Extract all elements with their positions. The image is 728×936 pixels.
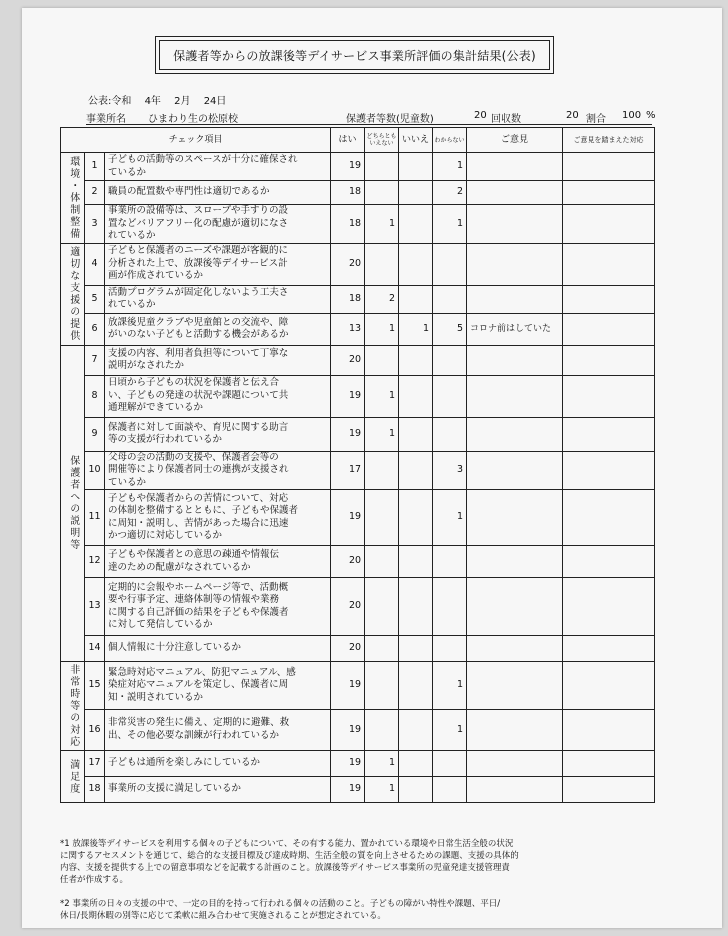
no-count (399, 285, 433, 313)
unknown-count (433, 417, 467, 451)
check-item-text: 定期的に会報やホームページ等で、活動概 要や行事予定、連絡体制等の情報や業務 に関する自己評価の結果を子どもや保護者 に対して発信しているか (105, 578, 331, 636)
table-row (61, 285, 655, 313)
opinion-text (467, 153, 563, 181)
opinion-text: コロナ前はしていた (467, 313, 563, 345)
row-number: 9 (85, 417, 105, 451)
row-number: 13 (85, 578, 105, 636)
neither-count (365, 181, 399, 205)
table-row (61, 490, 655, 546)
yes-count: 17 (331, 451, 365, 490)
row-number: 18 (85, 777, 105, 803)
check-item-text: 子どもは通所を楽しみにしているか (105, 751, 331, 777)
yes-count: 19 (331, 751, 365, 777)
header-response: ご意見を踏まえた対応 (563, 128, 655, 153)
table-row (61, 662, 655, 710)
table-row (61, 205, 655, 244)
check-item-text: 子どもや保護者からの苦情について、対応 の体制を整備するとともに、子どもや保護者 に周知・説明し、苦情があった場合に迅速 かつ適切に対応しているか (105, 490, 331, 546)
header-check-item: チェック項目 (61, 128, 331, 153)
opinion-text (467, 205, 563, 244)
neither-count (365, 709, 399, 750)
unknown-count (433, 285, 467, 313)
yes-count: 13 (331, 313, 365, 345)
response-cell (563, 205, 655, 244)
table-row (61, 375, 655, 417)
row-number: 2 (85, 181, 105, 205)
yes-count: 20 (331, 578, 365, 636)
title-box (155, 36, 554, 74)
row-number: 16 (85, 709, 105, 750)
check-item-text: 支援の内容、利用者負担等について丁寧な 説明がなされたか (105, 345, 331, 375)
neither-count (365, 243, 399, 285)
row-number: 10 (85, 451, 105, 490)
unknown-count (433, 636, 467, 662)
opinion-text (467, 709, 563, 750)
row-number: 4 (85, 243, 105, 285)
unknown-count (433, 243, 467, 285)
no-count (399, 205, 433, 244)
no-count (399, 578, 433, 636)
table-row (61, 451, 655, 490)
response-cell (563, 490, 655, 546)
publish-year: 4年 (144, 96, 161, 107)
opinion-text (467, 345, 563, 375)
response-cell (563, 662, 655, 710)
ratio-value: 100 (622, 110, 642, 121)
unknown-count (433, 345, 467, 375)
yes-count: 19 (331, 777, 365, 803)
table-row (61, 709, 655, 750)
yes-count: 19 (331, 153, 365, 181)
table-row (61, 546, 655, 578)
yes-count: 20 (331, 546, 365, 578)
neither-count: 1 (365, 417, 399, 451)
row-number: 7 (85, 345, 105, 375)
table-row (61, 345, 655, 375)
response-cell (563, 709, 655, 750)
response-cell (563, 153, 655, 181)
office-name: ひまわり生の松原校 (148, 114, 238, 125)
category-cell: 満足度 (61, 751, 85, 803)
no-count (399, 451, 433, 490)
yes-count: 19 (331, 709, 365, 750)
row-number: 14 (85, 636, 105, 662)
neither-count: 1 (365, 751, 399, 777)
unknown-count: 1 (433, 709, 467, 750)
neither-count (365, 546, 399, 578)
table-row (61, 243, 655, 285)
table-row (61, 181, 655, 205)
opinion-text (467, 451, 563, 490)
neither-count (365, 662, 399, 710)
header-no: いいえ (399, 128, 433, 153)
response-cell (563, 578, 655, 636)
row-number: 5 (85, 285, 105, 313)
table-row (61, 578, 655, 636)
no-count: 1 (399, 313, 433, 345)
response-cell (563, 313, 655, 345)
check-item-text: 子どもや保護者との意思の疎通や情報伝 達のための配慮がなされているか (105, 546, 331, 578)
yes-count: 18 (331, 205, 365, 244)
publish-month: 2月 (174, 96, 191, 107)
response-cell (563, 181, 655, 205)
no-count (399, 546, 433, 578)
unknown-count: 5 (433, 313, 467, 345)
row-number: 1 (85, 153, 105, 181)
yes-count: 18 (331, 285, 365, 313)
yes-count: 19 (331, 490, 365, 546)
opinion-text (467, 636, 563, 662)
opinion-text (467, 578, 563, 636)
no-count (399, 709, 433, 750)
category-cell: 保護者への説明等 (61, 345, 85, 662)
response-cell (563, 375, 655, 417)
check-item-text: 事業所の設備等は、スロープや手すりの設 置などバリアフリー化の配慮が適切になさ れているか (105, 205, 331, 244)
response-cell (563, 345, 655, 375)
publish-date (88, 92, 236, 107)
unknown-count: 1 (433, 662, 467, 710)
check-item-text: 活動プログラムが固定化しないよう工夫さ れているか (105, 285, 331, 313)
no-count (399, 636, 433, 662)
response-cell (563, 451, 655, 490)
yes-count: 20 (331, 243, 365, 285)
evaluation-table (60, 127, 655, 803)
check-item-text: 放課後児童クラブや児童館との交流や、障 がいのない子どもと活動する機会があるか (105, 313, 331, 345)
response-cell (563, 777, 655, 803)
yes-count: 19 (331, 662, 365, 710)
table-row (61, 313, 655, 345)
category-cell: 非常時等の対応 (61, 662, 85, 751)
yes-count: 19 (331, 417, 365, 451)
no-count (399, 490, 433, 546)
unknown-count: 1 (433, 153, 467, 181)
opinion-text (467, 751, 563, 777)
opinion-text (467, 546, 563, 578)
no-count (399, 751, 433, 777)
unknown-count: 1 (433, 490, 467, 546)
category-cell: 適切な支援の提供 (61, 243, 85, 345)
check-item-text: 個人情報に十分注意しているか (105, 636, 331, 662)
neither-count (365, 490, 399, 546)
table-row (61, 636, 655, 662)
neither-count (365, 345, 399, 375)
neither-count (365, 451, 399, 490)
returned-value: 20 (566, 110, 579, 121)
ratio-label: 割合 (586, 114, 606, 125)
footnotes (60, 826, 660, 934)
response-cell (563, 243, 655, 285)
header-neither: どちらともいえない (365, 128, 399, 153)
check-item-text: 子どもの活動等のスペースが十分に確保され ているか (105, 153, 331, 181)
row-number: 11 (85, 490, 105, 546)
yes-count: 19 (331, 375, 365, 417)
unknown-count (433, 751, 467, 777)
no-count (399, 153, 433, 181)
neither-count: 1 (365, 375, 399, 417)
neither-count (365, 578, 399, 636)
row-number: 6 (85, 313, 105, 345)
response-cell (563, 636, 655, 662)
neither-count: 2 (365, 285, 399, 313)
survey-info (86, 110, 656, 125)
table-row (61, 153, 655, 181)
opinion-text (467, 243, 563, 285)
opinion-text (467, 417, 563, 451)
unknown-count: 2 (433, 181, 467, 205)
no-count (399, 662, 433, 710)
table-row (61, 777, 655, 803)
neither-count: 1 (365, 777, 399, 803)
returned-label: 回収数 (491, 114, 521, 125)
footnote-2: *2 事業所の日々の支援の中で、一定の目的を持って行われる個々の活動のこと。子どもの障がい特性や課題、平日/ 休日/長期休暇の別等に応じて柔軟に組み合わせて実施されることが想定されている。 (60, 899, 501, 921)
publish-label: 公表:令和 (88, 96, 132, 107)
office-label: 事業所名 (86, 114, 126, 125)
yes-count: 18 (331, 181, 365, 205)
opinion-text (467, 181, 563, 205)
neither-count: 1 (365, 313, 399, 345)
neither-count (365, 636, 399, 662)
opinion-text (467, 285, 563, 313)
check-item-text: 日頃から子どもの状況を保護者と伝え合 い、子どもの発達の状況や課題について共 通理解ができているか (105, 375, 331, 417)
check-item-text: 職員の配置数や専門性は適切であるか (105, 181, 331, 205)
response-cell (563, 417, 655, 451)
check-item-text: 事業所の支援に満足しているか (105, 777, 331, 803)
table-row (61, 417, 655, 451)
respondents-value: 20 (474, 110, 487, 121)
footnote-1: *1 放課後等デイサービスを利用する個々の子どもについて、その有する能力、置かれている環境や日常生活全般の状況 に関するアセスメントを通じて、総合的な支援目標及び達成時期、生活全般の質を向上させるための課題、支援の具体的 内容、支援を提供する上での留意事項などを記載する計画のこと。放課後等デイサービス事業所の児童発達支援管理責 任者が作成する。 (60, 839, 519, 885)
response-cell (563, 546, 655, 578)
unknown-count (433, 375, 467, 417)
response-cell (563, 751, 655, 777)
ratio-unit: % (646, 110, 656, 121)
unknown-count (433, 578, 467, 636)
no-count (399, 375, 433, 417)
check-item-text: 子どもと保護者のニーズや課題が客観的に 分析された上で、放課後等デイサービス計 画が作成されているか (105, 243, 331, 285)
no-count (399, 181, 433, 205)
row-number: 12 (85, 546, 105, 578)
unknown-count (433, 777, 467, 803)
check-item-text: 保護者に対して面談や、育児に関する助言 等の支援が行われているか (105, 417, 331, 451)
publish-day: 24日 (203, 96, 227, 107)
opinion-text (467, 490, 563, 546)
yes-count: 20 (331, 636, 365, 662)
header-yes: はい (331, 128, 365, 153)
neither-count: 1 (365, 205, 399, 244)
check-item-text: 父母の会の活動の支援や、保護者会等の 開催等により保護者同士の連携が支援され ているか (105, 451, 331, 490)
check-item-text: 緊急時対応マニュアル、防犯マニュアル、感 染症対応マニュアルを策定し、保護者に周 知・説明されているか (105, 662, 331, 710)
header-unknown: わからない (433, 128, 467, 153)
no-count (399, 417, 433, 451)
header-opinion: ご意見 (467, 128, 563, 153)
unknown-count (433, 546, 467, 578)
row-number: 3 (85, 205, 105, 244)
no-count (399, 243, 433, 285)
check-item-text: 非常災害の発生に備え、定期的に避難、救 出、その他必要な訓練が行われているか (105, 709, 331, 750)
neither-count (365, 153, 399, 181)
unknown-count: 1 (433, 205, 467, 244)
row-number: 8 (85, 375, 105, 417)
opinion-text (467, 375, 563, 417)
opinion-text (467, 777, 563, 803)
category-cell: 環境・体制整備 (61, 153, 85, 244)
table-header-row (61, 128, 655, 153)
unknown-count: 3 (433, 451, 467, 490)
response-cell (563, 285, 655, 313)
no-count (399, 345, 433, 375)
row-number: 15 (85, 662, 105, 710)
respondents-label: 保護者等数(児童数) (346, 114, 434, 125)
yes-count: 20 (331, 345, 365, 375)
table-row (61, 751, 655, 777)
no-count (399, 777, 433, 803)
row-number: 17 (85, 751, 105, 777)
opinion-text (467, 662, 563, 710)
page-title: 保護者等からの放課後等デイサービス事業所評価の集計結果(公表) (159, 40, 550, 70)
